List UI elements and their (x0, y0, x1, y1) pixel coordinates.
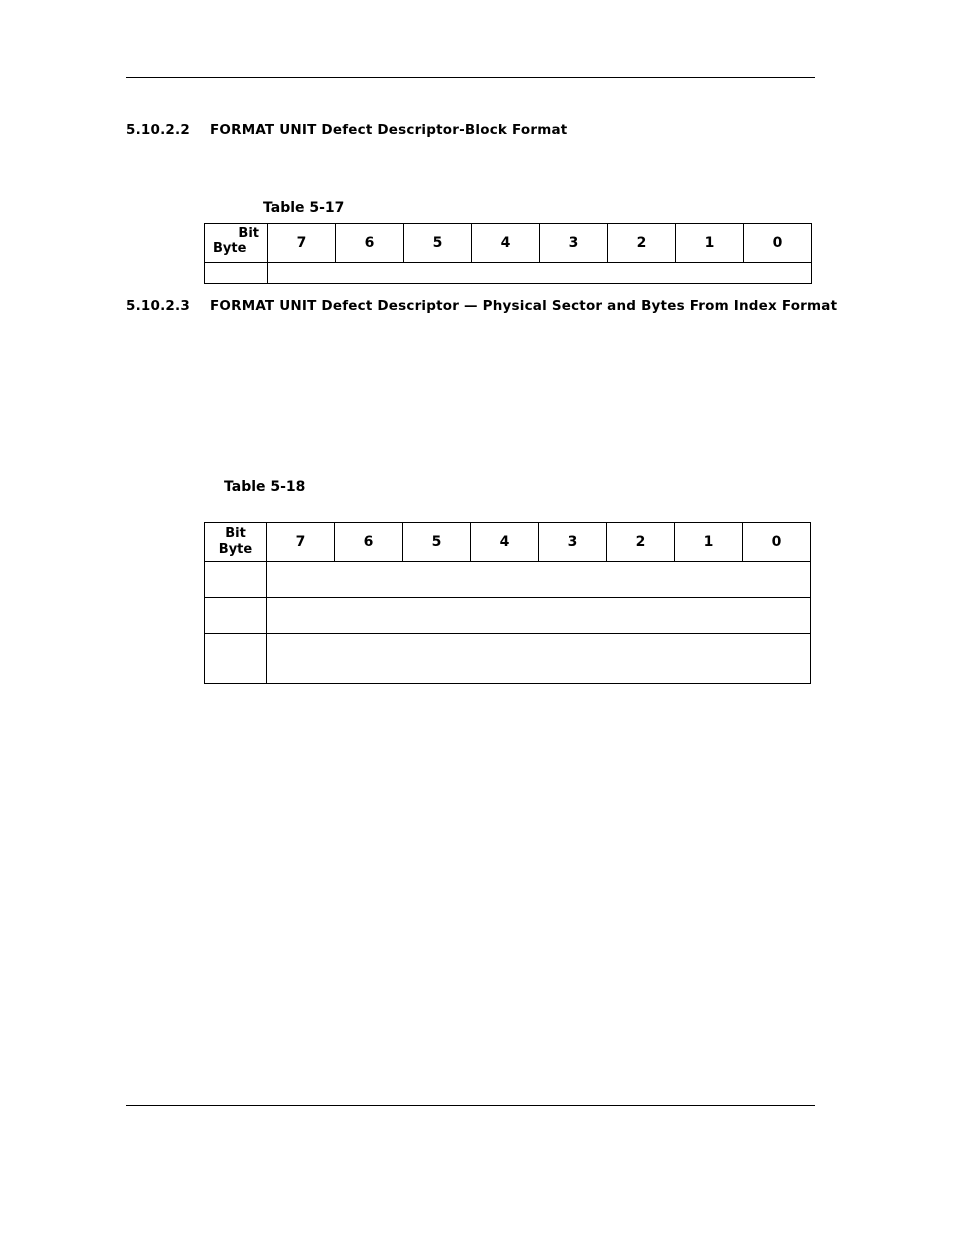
bit-3-header: 3 (540, 224, 608, 263)
bit-label: Bit (238, 226, 259, 241)
table-caption-5-18: Table 5-18 (224, 479, 306, 495)
bit-4-header: 4 (472, 224, 540, 263)
bit-0-header: 0 (743, 523, 811, 562)
bit-label: Bit (225, 526, 246, 541)
field-cell (268, 263, 812, 284)
byte-cell (205, 634, 267, 684)
footer-rule (126, 1105, 815, 1106)
section-title: FORMAT UNIT Defect Descriptor-Block Format (210, 122, 568, 138)
byte-label: Byte (218, 542, 253, 557)
bit-2-header: 2 (608, 224, 676, 263)
table-header-row (205, 523, 811, 562)
defect-descriptor-block-table (204, 223, 812, 284)
field-cell (267, 598, 811, 634)
table-row (205, 598, 811, 634)
byte-cell (205, 562, 267, 598)
bit-5-header: 5 (403, 523, 471, 562)
physical-sector-format-table (204, 522, 811, 684)
bit-3-header: 3 (539, 523, 607, 562)
byte-label: Byte (213, 241, 247, 256)
field-cell (267, 634, 811, 684)
section-number: 5.10.2.2 (126, 122, 190, 138)
bit-1-header: 1 (675, 523, 743, 562)
table-row (205, 562, 811, 598)
byte-cell (205, 263, 268, 284)
section-heading-5-10-2-2 (126, 122, 567, 138)
table-row (205, 634, 811, 684)
bit-4-header: 4 (471, 523, 539, 562)
section-title: FORMAT UNIT Defect Descriptor — Physical Sector and Bytes From Index Format (210, 298, 838, 314)
bit-1-header: 1 (676, 224, 744, 263)
bit-5-header: 5 (404, 224, 472, 263)
bit-7-header: 7 (267, 523, 335, 562)
bit-6-header: 6 (335, 523, 403, 562)
bit-byte-header-cell (205, 224, 268, 263)
header-rule (126, 77, 815, 78)
bit-byte-header-cell (205, 523, 267, 562)
field-cell (267, 562, 811, 598)
byte-cell (205, 598, 267, 634)
bit-7-header: 7 (268, 224, 336, 263)
bit-0-header: 0 (744, 224, 812, 263)
table-row (205, 263, 812, 284)
section-heading-5-10-2-3 (126, 298, 837, 314)
bit-6-header: 6 (336, 224, 404, 263)
bit-2-header: 2 (607, 523, 675, 562)
table-header-row (205, 224, 812, 263)
section-number: 5.10.2.3 (126, 298, 190, 314)
table-caption-5-17: Table 5-17 (263, 200, 345, 216)
